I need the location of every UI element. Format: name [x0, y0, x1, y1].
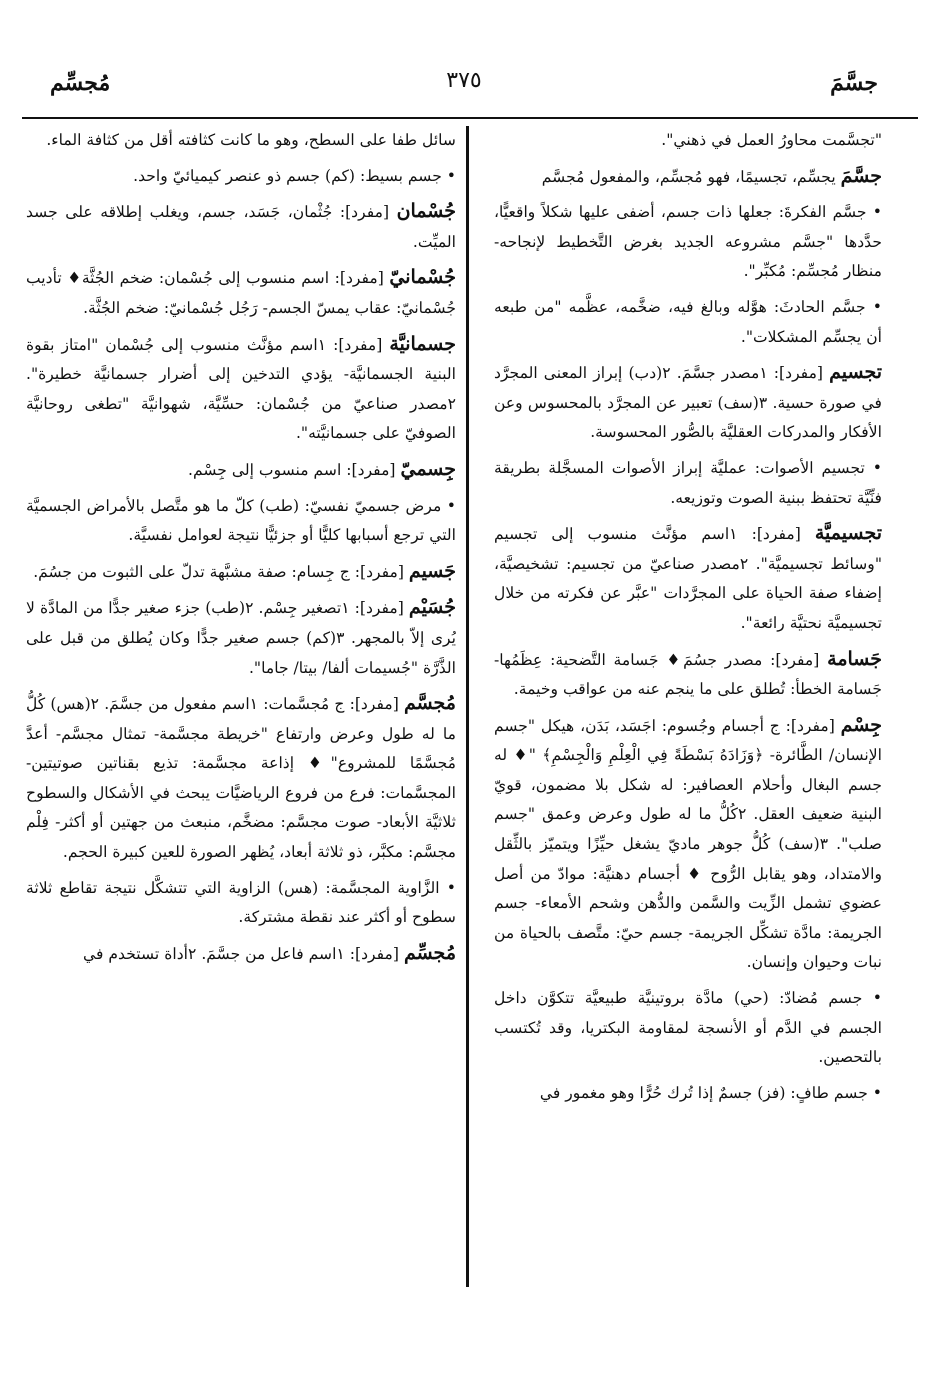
header-rule	[22, 117, 918, 119]
left-column	[26, 126, 456, 1287]
entry-definition: يجسِّم، تجسيمًا، فهو مُجسِّم، والمفعول مُجسَّم	[541, 167, 836, 186]
entry-definition: [مفرد]: ج أجسام وجُسوم: اجَسَد، بَدَن، هيكل "جسم الإنسان/ الطَّائرة- ﴿وَزَادَهُ بَسْطَةً فِي الْعِلْمِ وَالْجِسْمِ﴾ "♦ له جسم البغال وأحلام العصافير: له شكل بلا مضمون، قويّ البنية ضعيف العقل. ٢كُلُّ ما له طول وعرض وعمق "جسم صلب". ٣(سف) كُلُّ جوهر ماديّ يشغل حيِّزًا ويتميّز بالثِّقل والامتداد، وهو يقابل الرُّوح ♦ أجسام دهنيَّة: موادّ من أصل عضوي تشمل الزِّيت والسَّمن والدُّهن وشحم الأمعاء- جسم الجريمة: مادَّة تشكِّل الجريمة- جسم حيّ: متَّصف بالحياة من نبات وحيوان وإنسان.	[494, 716, 882, 972]
dictionary-entry	[26, 263, 456, 323]
dictionary-sense	[494, 454, 882, 513]
entry-definition: • تجسيم الأصوات: عمليَّة إبراز الأصوات المسجَّلة بطريقة فنِّيَّة تحتفظ ببنية الصوت وتوزيعه.	[494, 458, 882, 507]
entry-definition: "تجسَّمت محاورُ العمل في ذهني".	[661, 131, 882, 149]
entry-definition: • جسَّم الحادثَ: هوَّله وبالغ فيه، ضخَّمه، عظَّمه "من طبعه أن يجسِّم المشكلات".	[494, 297, 882, 346]
entry-headword: جَسيم	[408, 559, 456, 582]
entry-definition: [مفرد]: اسم منسوب إلى جِسْم.	[188, 460, 396, 479]
entry-definition: [مفرد]: جُثْمان، جَسَد، جسم، ويغلب إطلاقه على جسد الميِّت.	[26, 203, 456, 251]
entry-headword: مُجسِّم	[403, 941, 456, 964]
entry-definition: [مفرد]: ج جِسام: صفة مشبَّهة تدلّ على الثبوت من جسُمَ.	[33, 562, 404, 581]
entry-definition: [مفرد]: ١اسم مؤنَّث منسوب إلى تجسيم "وسائط تجسيميَّة". ٢مصدر صناعيّ من تجسيم: تشخيصيَّة، إضفاء صفة الحياة على المجرَّدات "عبَّر عن فكرته من خلال تجسيميَّة نحتيَّة رائعة".	[494, 525, 882, 632]
entry-headword: تجسيميَّة	[814, 522, 882, 545]
dictionary-entry	[494, 162, 882, 193]
entry-definition: [مفرد]: ١اسم فاعل من جسَّمَ. ٢أداة تستخدم في	[82, 944, 399, 963]
dictionary-sense	[26, 162, 456, 192]
header-guide-word-last: مُجسِّم	[50, 70, 111, 96]
dictionary-entry	[26, 330, 456, 449]
entry-definition: [مفرد]: ١مصدر جسَّمَ. ٢(دب) إبراز المعنى المجرَّد في صورة حسية. ٣(سف) تعبير عن المجرَّد بالمحسوس وعن الأفكار والمدركات العقليَّة بالصُّور المحسوسة.	[494, 364, 882, 442]
entry-definition: [مفرد]: ١تصغير جِسْم. ٢(طب) جزء صغير جدًّا من المادَّة لا يُرى إلاّ بالمجهر. ٣(كم) جسم صغير جدًّا وكان يُطلق من قبل على الذَّرَّة "جُسيمات ألفا/ بيتا/ جاما".	[26, 599, 456, 677]
dictionary-entry	[26, 939, 456, 970]
entry-headword: جَسامة	[827, 647, 882, 670]
dictionary-sense	[26, 126, 456, 156]
dictionary-sense	[26, 492, 456, 551]
entry-definition: • الزَّاوية المجسَّمة: (هس) الزاوية التي تتشكَّل نتيجة تقاطع ثلاثة سطوح أو أكثر عند نقطة مشتركة.	[26, 878, 456, 927]
entry-headword: جسَّمَ	[840, 164, 882, 187]
dictionary-entry	[494, 519, 882, 638]
dictionary-sense	[494, 198, 882, 287]
dictionary-entry	[26, 557, 456, 588]
entry-definition: [مفرد]: اسم منسوب إلى جُسْمان: ضخم الجُثَّة♦ تأديب جُسْمانيّ: عقاب يمسّ الجسم- رَجُل جُسْمانيّ: ضخم الجُثَّة.	[26, 269, 456, 317]
dictionary-sense	[494, 984, 882, 1073]
dictionary-entry	[494, 358, 882, 448]
entry-headword: جِسْم	[840, 713, 882, 736]
entry-headword: جُسْمانيّ	[389, 266, 456, 289]
entry-headword: جُسَيْم	[408, 596, 456, 619]
entry-headword: جُسْمان	[396, 200, 456, 223]
entry-definition: [مفرد]: ج مُجسَّمات: ١اسم مفعول من جسَّمَ. ٢(هس) كُلُّ ما له طول وعرض وارتفاع "خريطة مجسَّمة- تمثال مجسَّم- أعدَّ مُجسَّمًا للمشروع"♦ إذاعة مجسَّمة: تذيع بقناتين صوتيتين- المجسَّمات: فرع من فروع الرياضيَّات يبحث في الأشكال والسطوح ثلاثيَّة الأبعاد- صوت مجسَّم: مضخَّم، منبعث من جهتين أو أكثر- فِلْم مجسَّم: مكبَّر، ذو ثلاثة أبعاد، يُظهر الصورة للعين كبيرة الحجم.	[26, 695, 456, 862]
entry-definition: سائل طفا على السطح، وهو ما كانت كثافته أقل من كثافة الماء.	[46, 131, 456, 149]
header-guide-word-first: جسَّمَ	[830, 70, 878, 96]
dictionary-sense	[26, 874, 456, 933]
entry-headword: جِسميّ	[400, 457, 456, 480]
entry-definition: • مرض جسميّ نفسيّ: (طب) كلّ ما هو متَّصل بالأمراض الجسميَّة التي ترجع أسبابها كليًّا أو جزئيًّا نتيجة لعوامل نفسيَّة.	[26, 496, 456, 545]
column-divider	[466, 126, 469, 1287]
entry-definition: [مفرد]: مصدر جسُمَ♦ جَسامة التَّضحية: عِظَمُها- جَسامة الخطأ: تُطلق على ما ينجم عنه من عواقب وخيمة.	[494, 650, 882, 699]
dictionary-entry	[494, 645, 882, 705]
entry-headword: مُجسَّم	[403, 692, 456, 715]
entry-definition: [مفرد]: ١اسم مؤنَّث منسوب إلى جُسْمان "امتاز بقوة البنية الجسمانيَّة- يؤدي التدخين إلى أضرار جسمانيَّة خطيرة". ٢مصدر صناعيّ من جُسْمان: حسِّيَّة، شهوانيَّة "تطغى روحانيَّة الصوفيّ على جسمانيَّته".	[26, 335, 456, 443]
entry-headword: تجسيم	[829, 361, 882, 384]
entry-headword: جسمانيَّة	[389, 332, 456, 355]
entry-definition: • جسَّم الفكرةَ: جعلها ذات جسم، أضفى عليها شكلاً واقعيًّا، حدَّدها "جسَّم مشروعه الجديد بغرض التَّخطيط لإنجاحه- منظار مُجسِّم: مُكبِّر".	[494, 203, 882, 281]
entry-definition: • جسم بسيط: (كم) جسم ذو عنصر كيميائيّ واحد.	[133, 166, 456, 185]
dictionary-entry	[26, 689, 456, 868]
page-number: ٣٧٥	[446, 68, 482, 93]
dictionary-sense	[494, 293, 882, 352]
dictionary-entry	[26, 455, 456, 486]
dictionary-sense	[494, 1079, 882, 1109]
dictionary-entry	[494, 711, 882, 978]
dictionary-sense	[494, 126, 882, 156]
page-header	[50, 58, 878, 108]
entry-definition: • جسم مُضادّ: (حي) مادَّة بروتينيَّة طبيعيَّة تتكوَّن داخل الجسم في الدَّم أو الأنسجة لمقاومة البكتريا، وقد تُكتسب بالتحصين.	[494, 989, 882, 1067]
dictionary-entry	[26, 197, 456, 257]
dictionary-entry	[26, 593, 456, 683]
entry-definition: • جسم طافٍ: (فز) جسمٌ إذا تُرك حُرًّا وهو مغمور في	[539, 1083, 882, 1102]
right-column	[494, 126, 882, 1287]
